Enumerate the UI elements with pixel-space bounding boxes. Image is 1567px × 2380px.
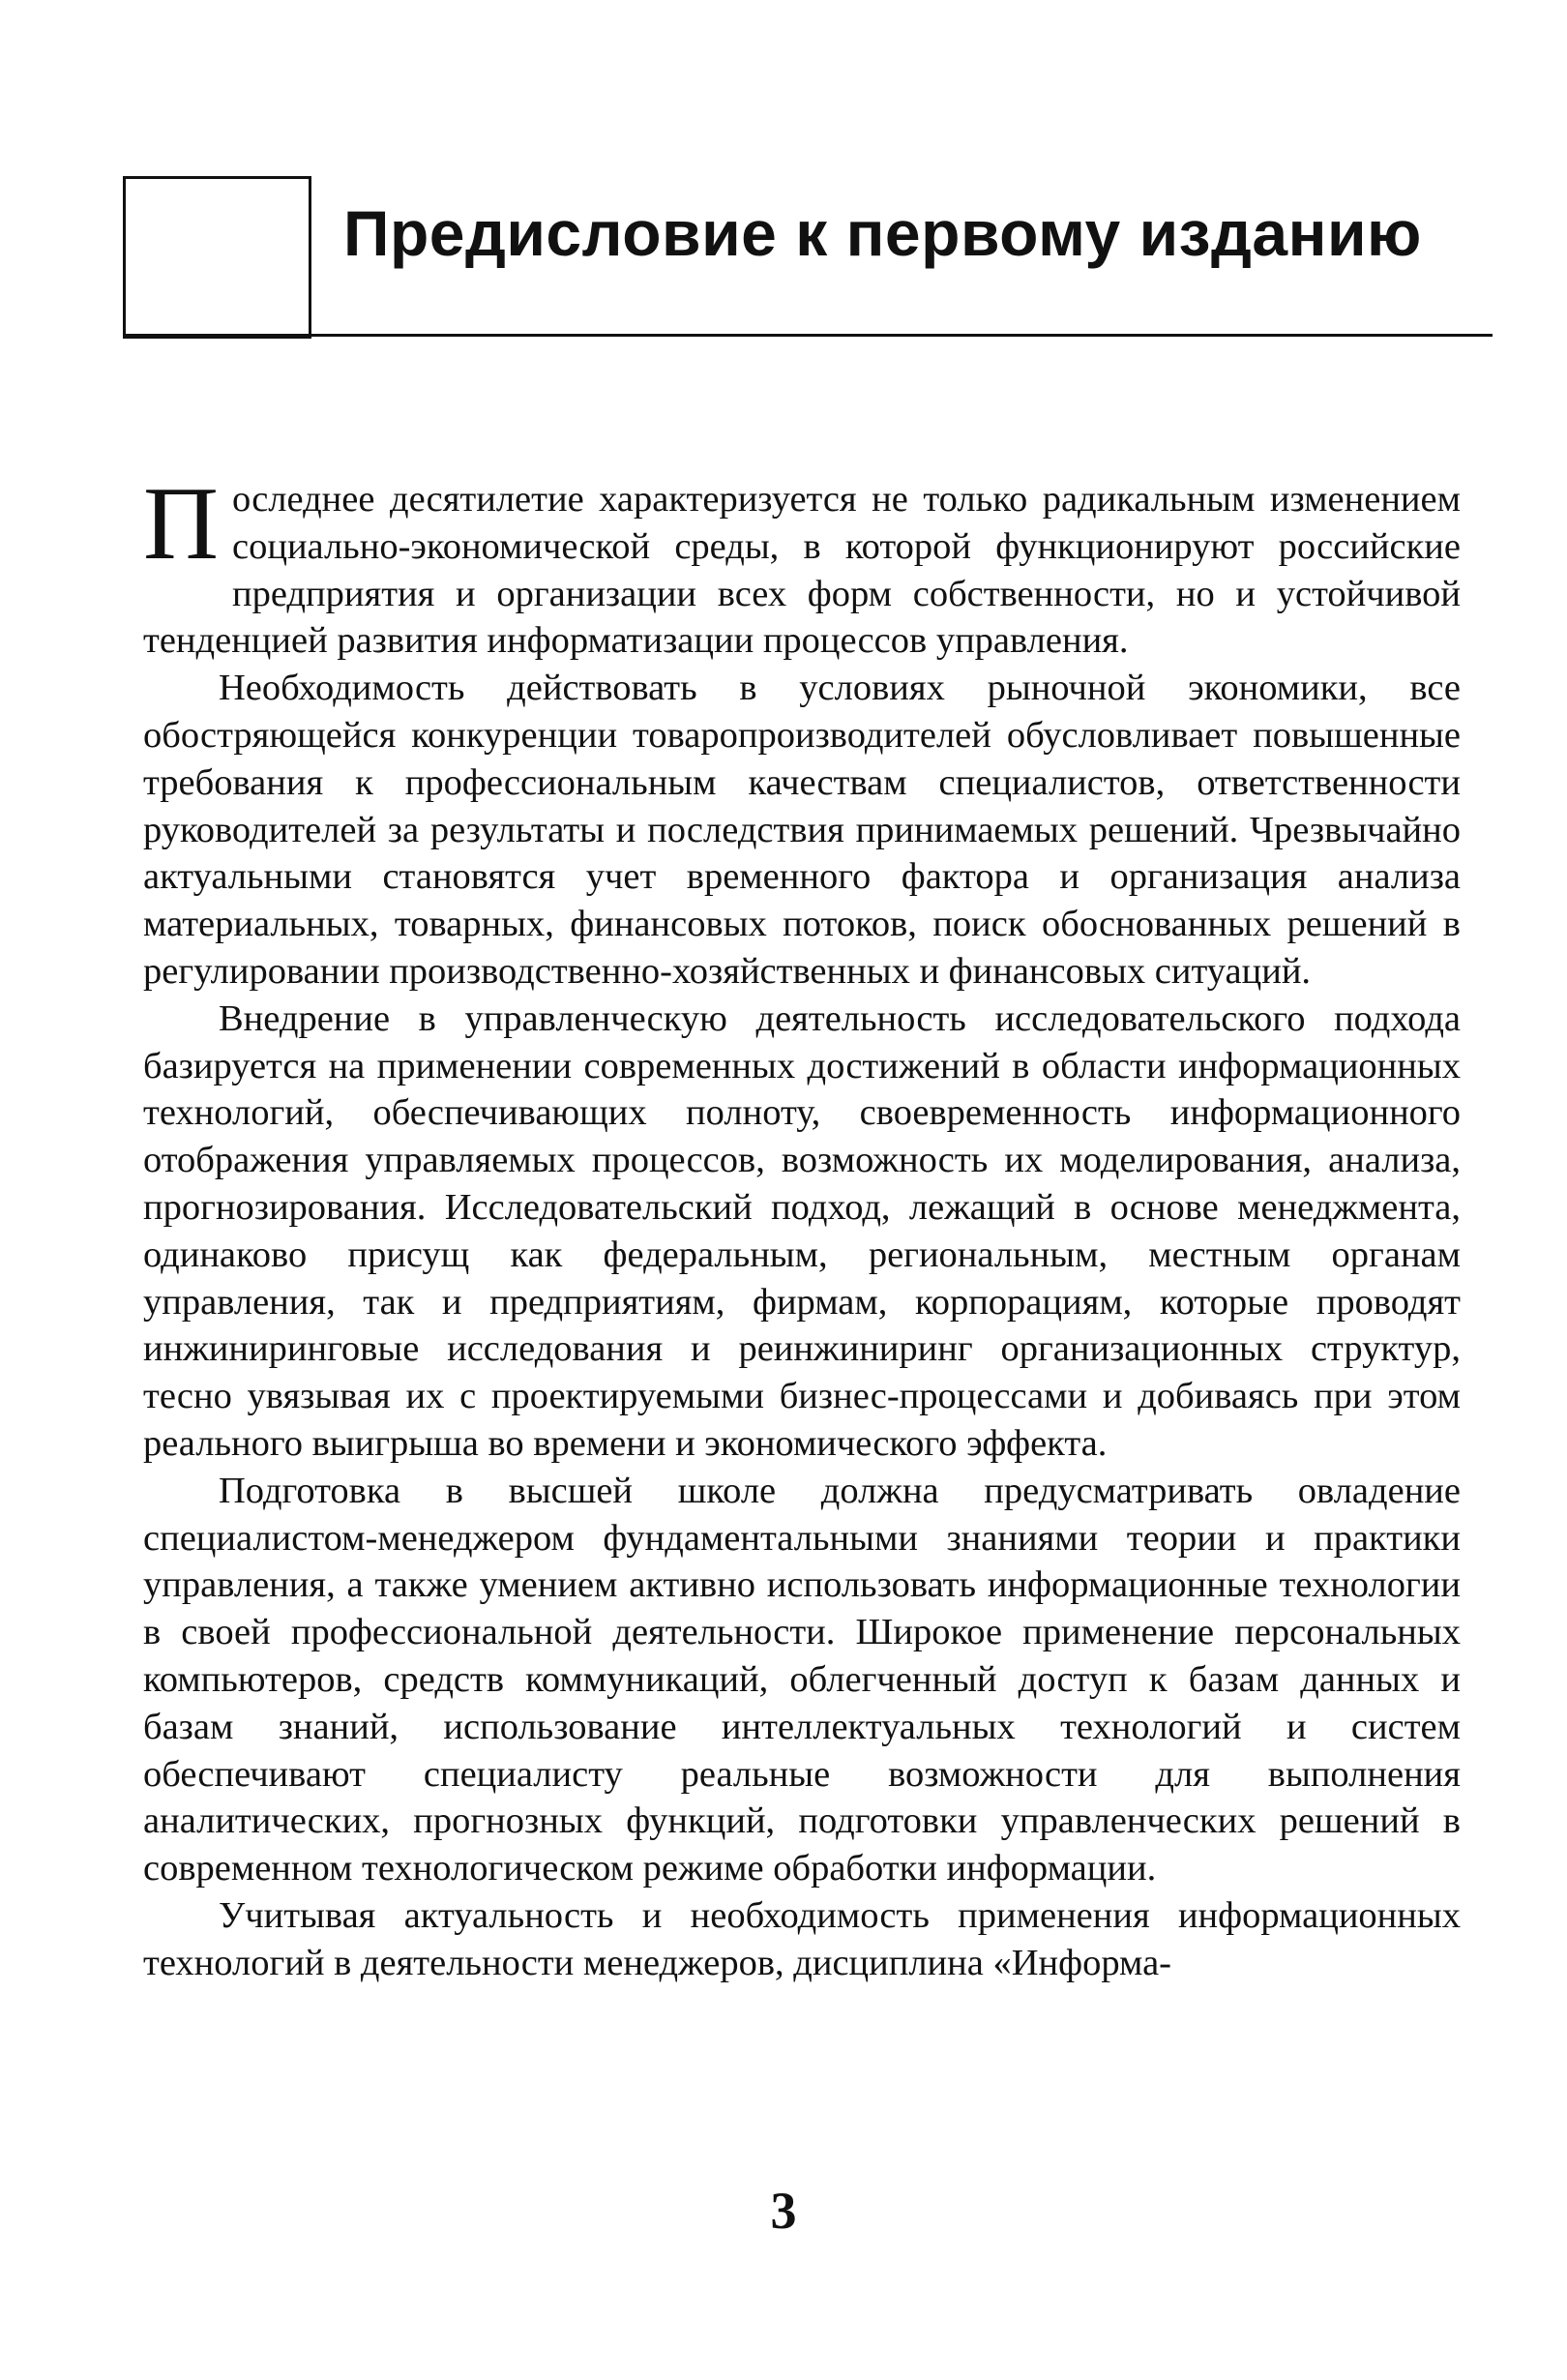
drop-cap: П [143, 466, 219, 581]
paragraph-1-text: оследнее десятилетие характеризуется не только радикальным изменением социально-экономической среды, в которой функционируют российские предприятия и организации всех форм собственности, но и устойчивой тенденцией развития информатизации процессов управления. [143, 479, 1461, 662]
paragraph-5: Учитывая актуальность и необходимость применения информационных технологий в деятельности менеджеров, дисциплина «Информа- [143, 1894, 1461, 1983]
page-body [143, 466, 1461, 1987]
paragraph-3: Внедрение в управленческую деятельность исследовательского подхода базируется на применении современных достижений в области информационных технологий, обеспечивающих полноту, своевременность информационного отображения управляемых процессов, возможность их моделирования, анализа, прогнозирования. Исследовательский подход, лежащий в основе менеджмента, одинаково присущ как федеральным, региональным, местным органам управления, так и предприятиям, фирмам, корпорациям, которые проводят инжиниринговые исследования и реинжиниринг организационных структур, тесно увязывая их с проектируемыми бизнес-процессами и добиваясь при этом реального выигрыша во времени и экономического эффекта. [143, 997, 1461, 1464]
chapter-header-box [123, 176, 311, 339]
paragraph-2: Необходимость действовать в условиях рыночной экономики, все обостряющейся конкуренции товаропроизводителей обусловливает повышенные требования к профессиональным качествам специалистов, ответственности руководителей за результаты и последствия принимаемых решений. Чрезвычайно актуальными становятся учет временного фактора и организация анализа материальных, товарных, финансовых потоков, поиск обоснованных решений в регулировании производственно-хозяйственных и финансовых ситуаций. [143, 668, 1461, 992]
page-number: 3 [770, 2182, 797, 2240]
paragraph-1 [143, 466, 1461, 665]
chapter-title: Предисловие к первому изданию [343, 197, 1422, 269]
paragraph-4: Подготовка в высшей школе должна предусматривать овладение специалистом-менеджером фундаментальными знаниями теории и практики управления, а также умением активно использовать информационные технологии в своей профессиональной деятельности. Широкое применение персональных компьютеров, средств коммуникаций, облегченный доступ к базам данных и базам знаний, использование интеллектуальных технологий и систем обеспечивают специалисту реальные возможности для выполнения аналитических, прогнозных функций, подготовки управленческих решений в современном технологическом режиме обработки информации. [143, 1470, 1461, 1889]
header-rule [123, 334, 1493, 337]
